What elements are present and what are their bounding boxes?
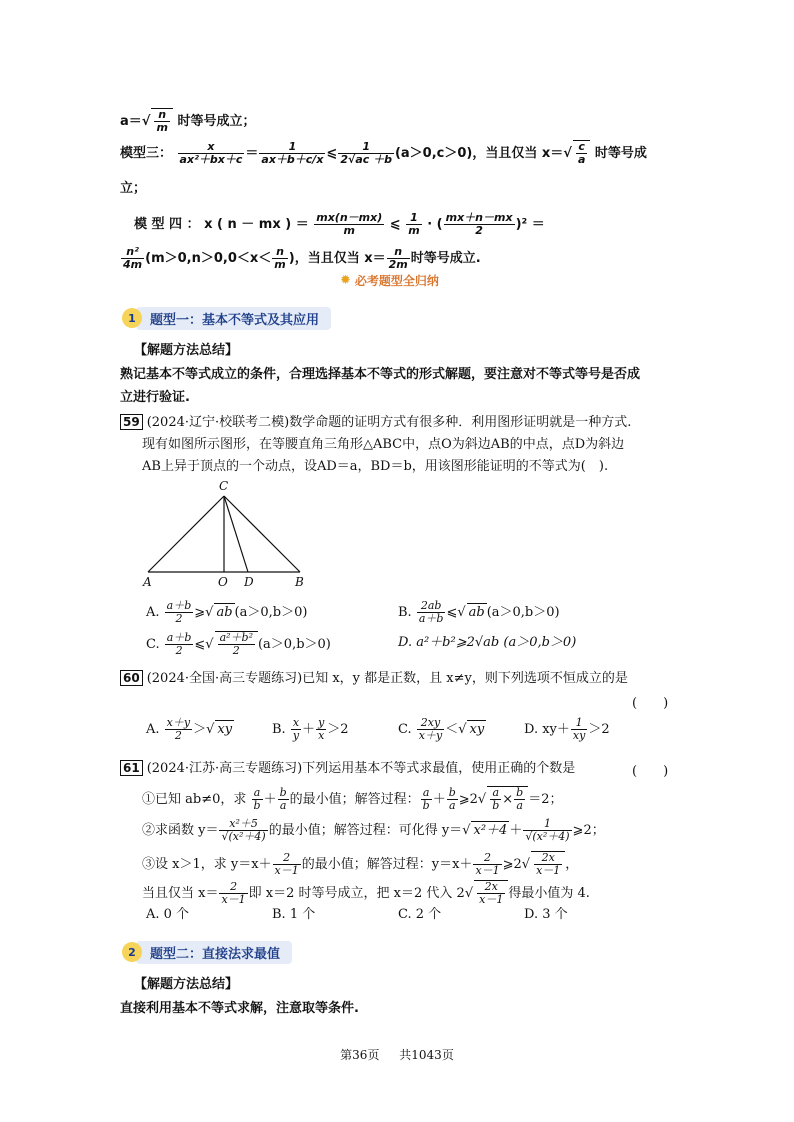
section-title-text: 必考题型全归纳 — [354, 274, 439, 288]
text: (m＞0,n＞0,0＜x＜ — [145, 251, 272, 266]
question-number: 60 — [120, 670, 143, 686]
text: (2024·辽宁·校联考二模)数学命题的证明方式有很多种．利用图形证明就是一种方式. — [146, 415, 632, 430]
question-60-line-1 — [120, 670, 628, 688]
method-text: 熟记基本不等式成立的条件，合理选择基本不等式的形式解题，要注意对不等式等号是否成 — [120, 367, 641, 382]
method-heading: 【解题方法总结】 — [134, 343, 239, 358]
text: a＝ — [120, 114, 142, 129]
text: (a＞0,b＞0) — [257, 637, 331, 652]
text: (a＞0,b＞0) — [234, 605, 308, 620]
text: 时等号成立； — [177, 114, 256, 129]
sun-icon: ✹ — [340, 273, 351, 288]
method-heading: 【解题方法总结】 — [134, 977, 239, 992]
text: 得最小值为 4. — [508, 886, 590, 901]
type-1-title: 题型一：基本不等式及其应用 — [136, 307, 331, 330]
text: 即 x＝2 时等号成立，把 x＝2 代入 2 — [248, 886, 465, 901]
q60-option-c: C. $\frac{2xy}{x+y}$ ＜√ xy — [398, 716, 485, 742]
q59-option-a: A. $\frac{a+b}{2}$ ⩾√ ab (a＞0,b＞0) — [146, 599, 308, 625]
triangle-figure — [140, 478, 320, 588]
text: 当且仅当 x＝ — [142, 886, 219, 901]
type-1-banner — [122, 307, 331, 329]
model-3-continued: 立； — [120, 181, 147, 196]
q61-item-3: ③设 x＞1，求 y＝x＋ $\frac{2}{x-1}$ 的最小值；解答过程：y＝x＋ $\frac{2}{x-1}$ ⩾2√ $\frac{2x}{x-1}$ ， — [142, 851, 579, 877]
text: ③设 x＞1，求 y＝x＋ — [142, 857, 272, 872]
page-footer — [0, 1046, 794, 1063]
q59-option-c: C. $\frac{a+b}{2}$ ⩽√ $\frac{\text{a²＋b²}}{2}$ (a＞0,b＞0) — [146, 631, 331, 657]
q60-option-d: D. xy＋ $\frac{1}{xy}$ ＞2 — [524, 716, 610, 742]
q61-option-a: A. 0 个 — [146, 907, 190, 922]
question-59-line-2: 现有如图所示图形，在等腰直角三角形△ABC中，点O为斜边AB的中点，点D为斜边 — [142, 437, 625, 452]
text: C. — [398, 722, 412, 737]
type-2-banner — [122, 941, 292, 963]
text: ①已知 ab≠0，求 — [142, 792, 247, 807]
q61-item-1: ①已知 ab≠0，求 $\frac{a}{b}$ ＋ $\frac{b}{a}$ 的最小值；解答过程： $\frac{a}{b}$ ＋ $\frac{b}{a}$ ⩾2√ $\frac{a}{b}$ × $\frac{b}{a}$ ＝2； — [142, 786, 563, 812]
text: 时等号成 — [594, 146, 647, 161]
label-D: D — [244, 575, 254, 588]
text: 模 型 四 ： x ( n － mx ) ＝ — [134, 217, 309, 232]
q60-option-b: B. $\frac{x}{y}$ ＋ $\frac{y}{x}$ ＞2 — [272, 716, 349, 742]
number-badge-icon: 2 — [122, 942, 142, 962]
question-61-line-1 — [120, 760, 575, 778]
q61-option-b: B. 1 个 — [272, 907, 316, 922]
question-59-line-1 — [120, 414, 631, 432]
intro-line-1: a＝√ $\frac{n}{m}$ 时等号成立； — [120, 108, 256, 134]
model-3-line: 模型三： $\frac{x}{\text{ax²＋bx＋c}}$ ＝ $\frac{1}{ax+b+c/x}$ ⩽ $\frac{1}{2√ac +b}$ (a＞0,c＞0)，当且仅当 x＝√ $\frac{c}{a}$ 时等号成 — [120, 140, 647, 166]
text: 模型三： — [120, 146, 173, 161]
question-number: 61 — [120, 760, 143, 776]
label-A: A — [143, 575, 152, 588]
text: (a＞0,c＞0)，当且仅当 x＝ — [394, 146, 564, 161]
text: A. — [146, 605, 160, 620]
method-text: 直接利用基本不等式求解，注意取等条件. — [120, 1001, 359, 1016]
model-4-line: 模 型 四 ： x ( n － mx ) ＝ $\frac{mx(n-mx)}{m}$ ⩽ $\frac{1}{m}$ · ( $\frac{mx+n-mx}{2}$ )² ＝ — [134, 211, 545, 237]
section-title — [340, 272, 439, 289]
answer-paren: ( ) — [632, 764, 669, 779]
q61-option-c: C. 2 个 — [398, 907, 442, 922]
question-number: 59 — [120, 414, 143, 430]
text: A. — [146, 722, 160, 737]
text: 的最小值；解答过程：可化得 y＝ — [268, 823, 463, 838]
text: 的最小值；解答过程： — [289, 792, 420, 807]
q59-option-d: D. a²＋b²⩾2√ab (a＞0,b＞0) — [398, 635, 577, 650]
text: B. — [398, 605, 412, 620]
text: )，当且仅当 x＝ — [288, 251, 386, 266]
q60-option-a: A. $\frac{x+y}{2}$ ＞√ xy — [146, 716, 233, 742]
text: C. — [146, 637, 160, 652]
text: (2024·全国·高三专题练习)已知 x，y 都是正数，且 x≠y，则下列选项不恒成立的是 — [146, 671, 628, 686]
number-badge-icon: 1 — [122, 308, 142, 328]
text: 的最小值；解答过程：y＝x＋ — [301, 857, 473, 872]
q59-option-b: B. $\frac{2ab}{a+b}$ ⩽√ ab (a＞0,b＞0) — [398, 599, 560, 625]
type-2-title: 题型二：直接法求最值 — [136, 941, 292, 964]
q61-option-d: D. 3 个 — [524, 907, 568, 922]
question-59-line-3: AB上异于顶点的一个动点，设AD＝a，BD＝b，用该图形能证明的不等式为( ). — [142, 459, 609, 474]
q61-item-4: 当且仅当 x＝ $\frac{2}{x-1}$ 即 x＝2 时等号成立，把 x＝2 代入 2√ $\frac{2x}{x-1}$ 得最小值为 4. — [142, 880, 590, 906]
q61-item-2: ②求函数 y＝ $\frac{\text{x²＋5}}{\text{√(x²＋4)}}$ 的最小值；解答过程：可化得 y＝√ x²＋4 ＋ $\frac{1}{\text{√(x²＋4)}}$ ⩾2； — [142, 817, 605, 843]
page-number: 第36页 — [340, 1048, 380, 1062]
total-pages: 共1043页 — [399, 1048, 454, 1062]
label-O: O — [218, 575, 228, 588]
text: (2024·江苏·高三专题练习)下列运用基本不等式求最值，使用正确的个数是 — [146, 761, 576, 776]
text: (a＞0,b＞0) — [486, 605, 560, 620]
method-text: 立进行验证. — [120, 390, 190, 405]
label-C: C — [219, 479, 229, 493]
label-B: B — [295, 575, 304, 588]
text: D. xy＋ — [524, 722, 570, 737]
answer-paren: ( ) — [632, 696, 669, 711]
text: 时等号成立. — [410, 251, 481, 266]
text: ②求函数 y＝ — [142, 823, 219, 838]
text: B. — [272, 722, 286, 737]
model-4-line-2: $\frac{\text{n²}}{4m}$ (m＞0,n＞0,0＜x＜ $\frac{n}{m}$ )，当且仅当 x＝ $\frac{n}{2m}$ 时等号成立. — [123, 245, 481, 271]
